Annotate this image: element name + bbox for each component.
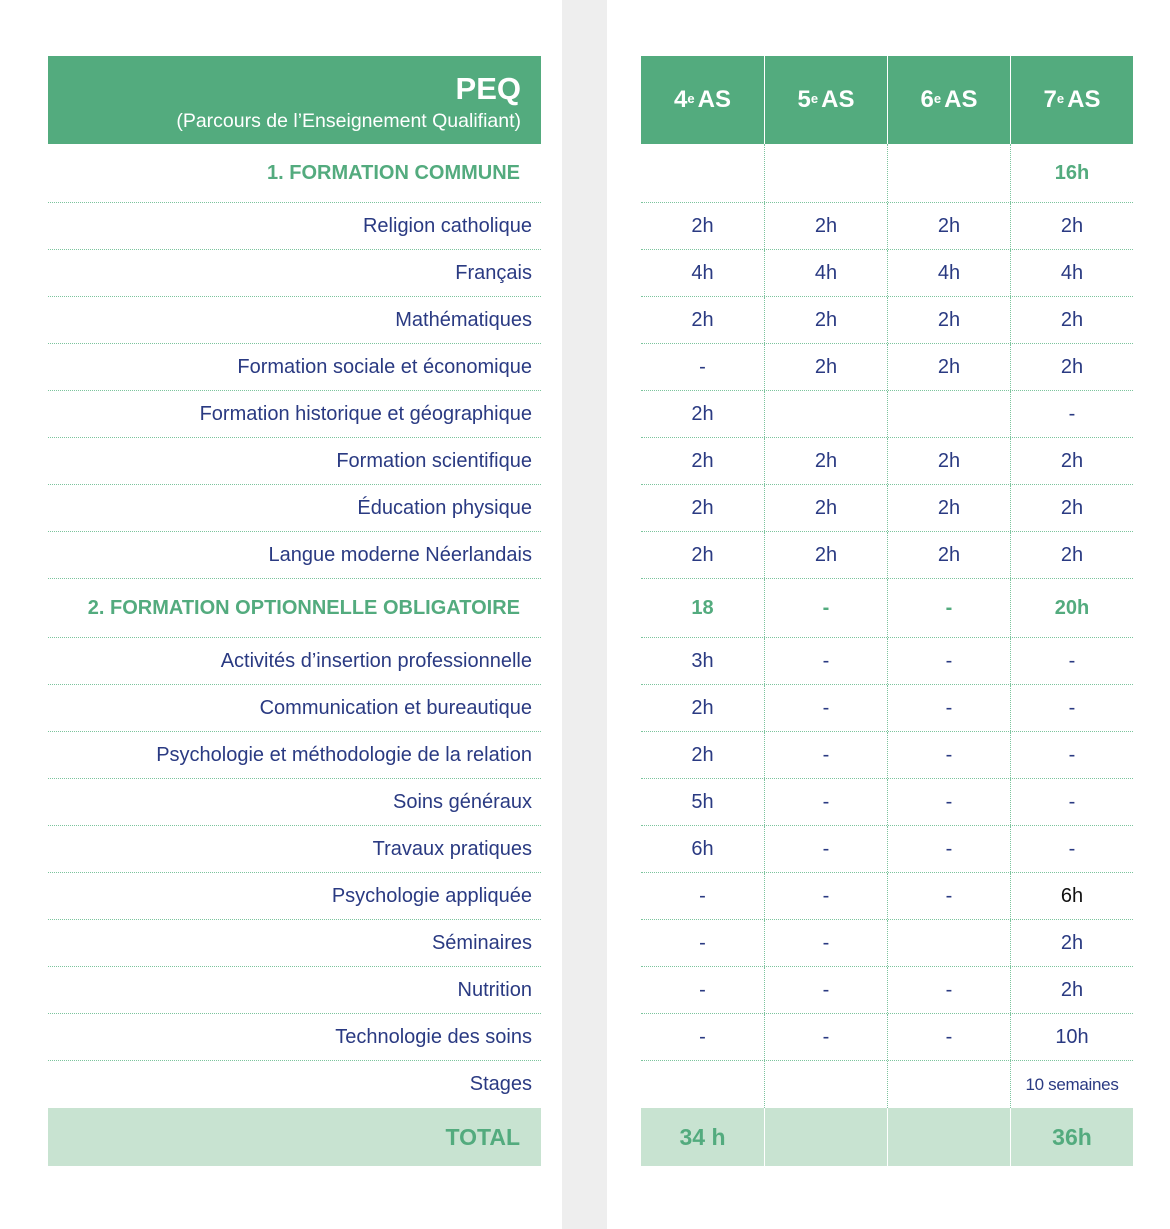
course-name: Français (455, 261, 532, 284)
course-hours-row (641, 1061, 1133, 1108)
section-row (48, 144, 541, 203)
course-list (48, 144, 541, 1108)
hours-cell: 3h (691, 649, 714, 672)
section-title: 1. FORMATION COMMUNE (267, 161, 520, 184)
hours-list (641, 144, 1133, 1108)
course-name: Activités d’insertion professionnelle (220, 649, 532, 672)
hours-cell: 2h (1010, 297, 1133, 343)
course-name: Langue moderne Néerlandais (268, 543, 532, 566)
course-hours-row (641, 438, 1133, 485)
course-name: Éducation physique (357, 496, 532, 519)
hours-cell: - (887, 1014, 1010, 1060)
hours-cell: 2h (1010, 438, 1133, 484)
course-row (48, 685, 541, 732)
hours-cell: 2h (1010, 920, 1133, 966)
course-hours-row (641, 297, 1133, 344)
total-value (887, 1108, 1010, 1166)
hours-cell (764, 391, 887, 437)
hours-cell: - (764, 685, 887, 731)
course-hours-row (641, 250, 1133, 297)
hours-cell: 4h (764, 250, 887, 296)
course-row (48, 732, 541, 779)
hours-cell: 2h (691, 496, 714, 519)
hours-cell: - (764, 779, 887, 825)
section-row (48, 579, 541, 638)
hours-cell: 6h (1010, 873, 1133, 919)
hours-cell (887, 1061, 1010, 1108)
hours-cell: 4h (887, 250, 1010, 296)
course-row (48, 1061, 541, 1108)
hours-cell: 2h (691, 214, 714, 237)
program-title: PEQ (455, 71, 521, 106)
hours-cell: 2h (887, 438, 1010, 484)
hours-cell: 20h (1010, 579, 1133, 637)
course-hours-row (641, 826, 1133, 873)
course-hours-row (641, 732, 1133, 779)
course-name: Stages (469, 1073, 532, 1095)
hours-cell (641, 144, 764, 202)
hours-cell (887, 391, 1010, 437)
course-hours-row (641, 638, 1133, 685)
hours-cell: 2h (764, 532, 887, 578)
course-row (48, 532, 541, 579)
hours-cell: 2h (691, 449, 714, 472)
course-name: Psychologie appliquée (331, 884, 532, 907)
hours-cell: 6h (691, 837, 714, 860)
total-value (764, 1108, 887, 1166)
course-name: Technologie des soins (335, 1025, 532, 1048)
hours-cell: 2h (887, 203, 1010, 249)
course-name: Religion catholique (362, 214, 532, 237)
hours-cell (887, 920, 1010, 966)
course-names-table (48, 56, 541, 1166)
course-row (48, 967, 541, 1014)
section-title: 2. FORMATION OPTIONNELLE OBLIGATOIRE (87, 596, 520, 619)
hours-cell: - (1010, 826, 1133, 872)
hours-cell: 2h (887, 297, 1010, 343)
hours-cell: 2h (764, 297, 887, 343)
hours-cell: 10 semaines (1010, 1061, 1133, 1108)
hours-cell: - (764, 1014, 887, 1060)
hours-cell: 2h (691, 696, 714, 719)
hours-cell: - (764, 579, 887, 637)
hours-cell: - (1010, 391, 1133, 437)
total-value: 34 h (641, 1108, 764, 1166)
course-hours-row (641, 485, 1133, 532)
section-hours-row (641, 144, 1133, 203)
hours-cell: - (764, 873, 887, 919)
hours-cell: 2h (764, 203, 887, 249)
course-row (48, 1014, 541, 1061)
course-name: Formation sociale et économique (237, 355, 532, 378)
total-label: TOTAL (445, 1123, 520, 1150)
hours-cell (764, 1061, 887, 1108)
year-header-7: 7 $^e$ AS (1010, 56, 1133, 144)
section-hours-row (641, 579, 1133, 638)
hours-cell: 2h (1010, 532, 1133, 578)
course-row (48, 203, 541, 250)
hours-cell: - (1010, 685, 1133, 731)
year-header-4: 4 $^e$ AS (641, 56, 764, 144)
hours-cell: - (764, 826, 887, 872)
course-hours-row (641, 967, 1133, 1014)
hours-cell: 10h (1010, 1014, 1133, 1060)
course-hours-row (641, 203, 1133, 250)
course-name: Soins généraux (393, 790, 532, 813)
course-hours-row (641, 1014, 1133, 1061)
course-hours-row (641, 532, 1133, 579)
hours-cell: - (887, 579, 1010, 637)
hours-cell: - (699, 978, 706, 1001)
course-hours-row (641, 920, 1133, 967)
program-header (48, 56, 541, 144)
hours-cell: - (887, 732, 1010, 778)
course-hours-row (641, 344, 1133, 391)
total-values-row (641, 1108, 1133, 1166)
course-row (48, 873, 541, 920)
program-subtitle: (Parcours de l’Enseignement Qualifiant) (176, 110, 521, 132)
course-row (48, 438, 541, 485)
hours-cell: 2h (764, 485, 887, 531)
total-value: 36h (1010, 1108, 1133, 1166)
course-row (48, 250, 541, 297)
course-name: Travaux pratiques (372, 837, 532, 860)
hours-cell: - (1010, 779, 1133, 825)
year-header-row (641, 56, 1133, 144)
hours-cell: - (764, 732, 887, 778)
year-header-6: 6 $^e$ AS (887, 56, 1010, 144)
course-row (48, 297, 541, 344)
hours-cell: 2h (887, 485, 1010, 531)
hours-cell: - (1010, 732, 1133, 778)
course-row (48, 344, 541, 391)
hours-cell: - (764, 638, 887, 684)
hours-cell: - (699, 1025, 706, 1048)
hours-cell: - (887, 685, 1010, 731)
course-row (48, 920, 541, 967)
hours-cell: 2h (691, 308, 714, 331)
hours-cell: - (1010, 638, 1133, 684)
hours-cell: 2h (764, 344, 887, 390)
year-header-5: 5 $^e$ AS (764, 56, 887, 144)
hours-cell (764, 144, 887, 202)
hours-cell: - (887, 779, 1010, 825)
course-row (48, 638, 541, 685)
course-name: Formation historique et géographique (199, 402, 532, 425)
total-label-cell (48, 1108, 541, 1166)
hours-cell: - (699, 884, 706, 907)
hours-cell: 4h (691, 261, 714, 284)
course-name: Nutrition (457, 978, 532, 1001)
course-row (48, 391, 541, 438)
course-name: Séminaires (431, 931, 532, 954)
hours-cell: - (887, 826, 1010, 872)
hours-table (641, 56, 1133, 1166)
hours-cell: 2h (1010, 203, 1133, 249)
hours-cell: 2h (887, 532, 1010, 578)
hours-cell: 2h (764, 438, 887, 484)
hours-cell: 2h (691, 743, 714, 766)
hours-cell: 5h (691, 790, 714, 813)
hours-cell: 16h (1010, 144, 1133, 202)
course-row (48, 826, 541, 873)
hours-cell: - (887, 967, 1010, 1013)
course-hours-row (641, 391, 1133, 438)
hours-cell: - (887, 873, 1010, 919)
course-hours-row (641, 685, 1133, 732)
course-row (48, 485, 541, 532)
hours-cell: - (699, 931, 706, 954)
course-hours-row (641, 779, 1133, 826)
course-name: Formation scientifique (336, 449, 532, 472)
course-name: Mathématiques (395, 308, 532, 331)
hours-cell: - (764, 967, 887, 1013)
hours-cell: - (887, 638, 1010, 684)
hours-cell: 2h (691, 402, 714, 425)
hours-cell: 2h (691, 543, 714, 566)
hours-cell (887, 144, 1010, 202)
hours-cell: 2h (1010, 344, 1133, 390)
hours-cell: 2h (1010, 485, 1133, 531)
course-row (48, 779, 541, 826)
hours-cell: 4h (1010, 250, 1133, 296)
course-name: Communication et bureautique (259, 696, 532, 719)
course-name: Psychologie et méthodologie de la relation (156, 743, 532, 766)
hours-cell: 2h (887, 344, 1010, 390)
hours-cell: 2h (1010, 967, 1133, 1013)
hours-cell: - (699, 355, 706, 378)
hours-cell: - (764, 920, 887, 966)
course-hours-row (641, 873, 1133, 920)
hours-cell (641, 1061, 764, 1108)
hours-cell: 18 (691, 596, 714, 619)
